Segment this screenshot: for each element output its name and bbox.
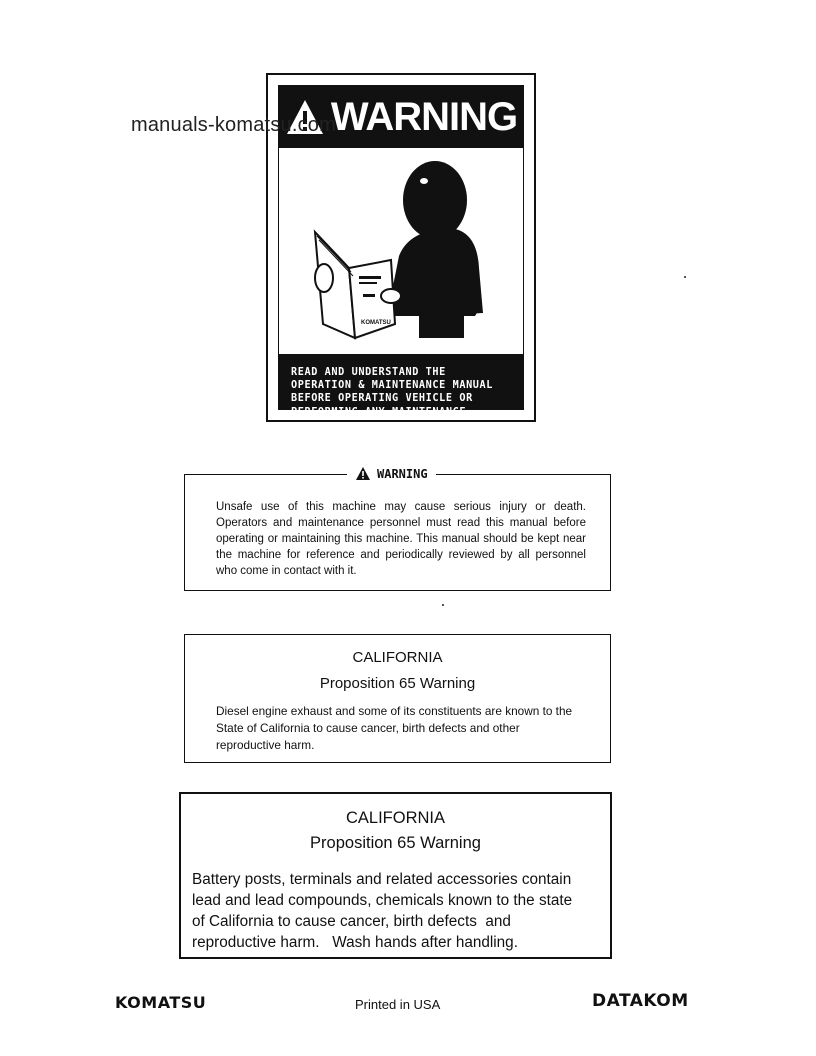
- prop65-battery-text: [192, 869, 607, 953]
- decal-title: WARNING: [330, 94, 518, 139]
- warning-notice-text: Unsafe use of this machine may cause serious injury or death. Operators and maintenance personnel must read this manual before operating or maintaining this machine. This manual should be kept near the machine for reference and periodically reviewed by all personnel who come in contact with it.: [216, 501, 586, 577]
- prop65-exhaust-text: Diesel engine exhaust and some of its constituents are known to the State of California to cause cancer, birth defects and other reproductive harm.: [216, 704, 573, 752]
- scan-speck: [684, 276, 686, 278]
- person-reading-manual-illustration: [279, 148, 525, 354]
- prop65-battery-line-3: of California to cause cancer, birth defects and: [192, 913, 511, 930]
- decal-line-1: READ AND UNDERSTAND THE: [291, 367, 446, 378]
- decal-line-3: BEFORE OPERATING VEHICLE OR: [291, 393, 473, 405]
- prop65-battery-box: [179, 792, 612, 959]
- prop65-battery-line-4: reproductive harm. Wash hands after handling.: [192, 934, 518, 951]
- warning-notice-title-text: WARNING: [377, 466, 428, 481]
- komatsu-logo: KOMATSU: [115, 993, 207, 1012]
- decal-line-2: OPERATION & MAINTENANCE MANUAL: [291, 380, 494, 392]
- prop65-battery-subheading: Proposition 65 Warning: [310, 834, 481, 852]
- warning-notice-title: [347, 466, 436, 481]
- prop65-exhaust-subheading: Proposition 65 Warning: [319, 675, 476, 692]
- prop65-exhaust-heading: CALIFORNIA: [352, 649, 443, 666]
- scan-speck: [442, 604, 444, 606]
- datakom-logo: DATAKOM: [592, 991, 689, 1011]
- book-brand-label: KOMATSU: [361, 320, 391, 326]
- prop65-exhaust-box: [184, 634, 611, 763]
- decal-instructions: [279, 354, 523, 418]
- prop65-battery-line-2: lead and lead compounds, chemicals known to the state: [192, 892, 573, 909]
- printed-in-usa-text: Printed in USA: [355, 997, 441, 1012]
- prop65-battery-line-1: Battery posts, terminals and related accessories contain: [192, 871, 572, 888]
- watermark-text: manuals-komatsu.com: [131, 114, 336, 136]
- prop65-battery-heading: CALIFORNIA: [345, 809, 446, 827]
- warning-notice-box: [184, 466, 611, 591]
- warning-triangle-icon: [355, 466, 371, 481]
- decal-line-4: PERFORMING ANY MAINTENANCE.: [291, 406, 473, 418]
